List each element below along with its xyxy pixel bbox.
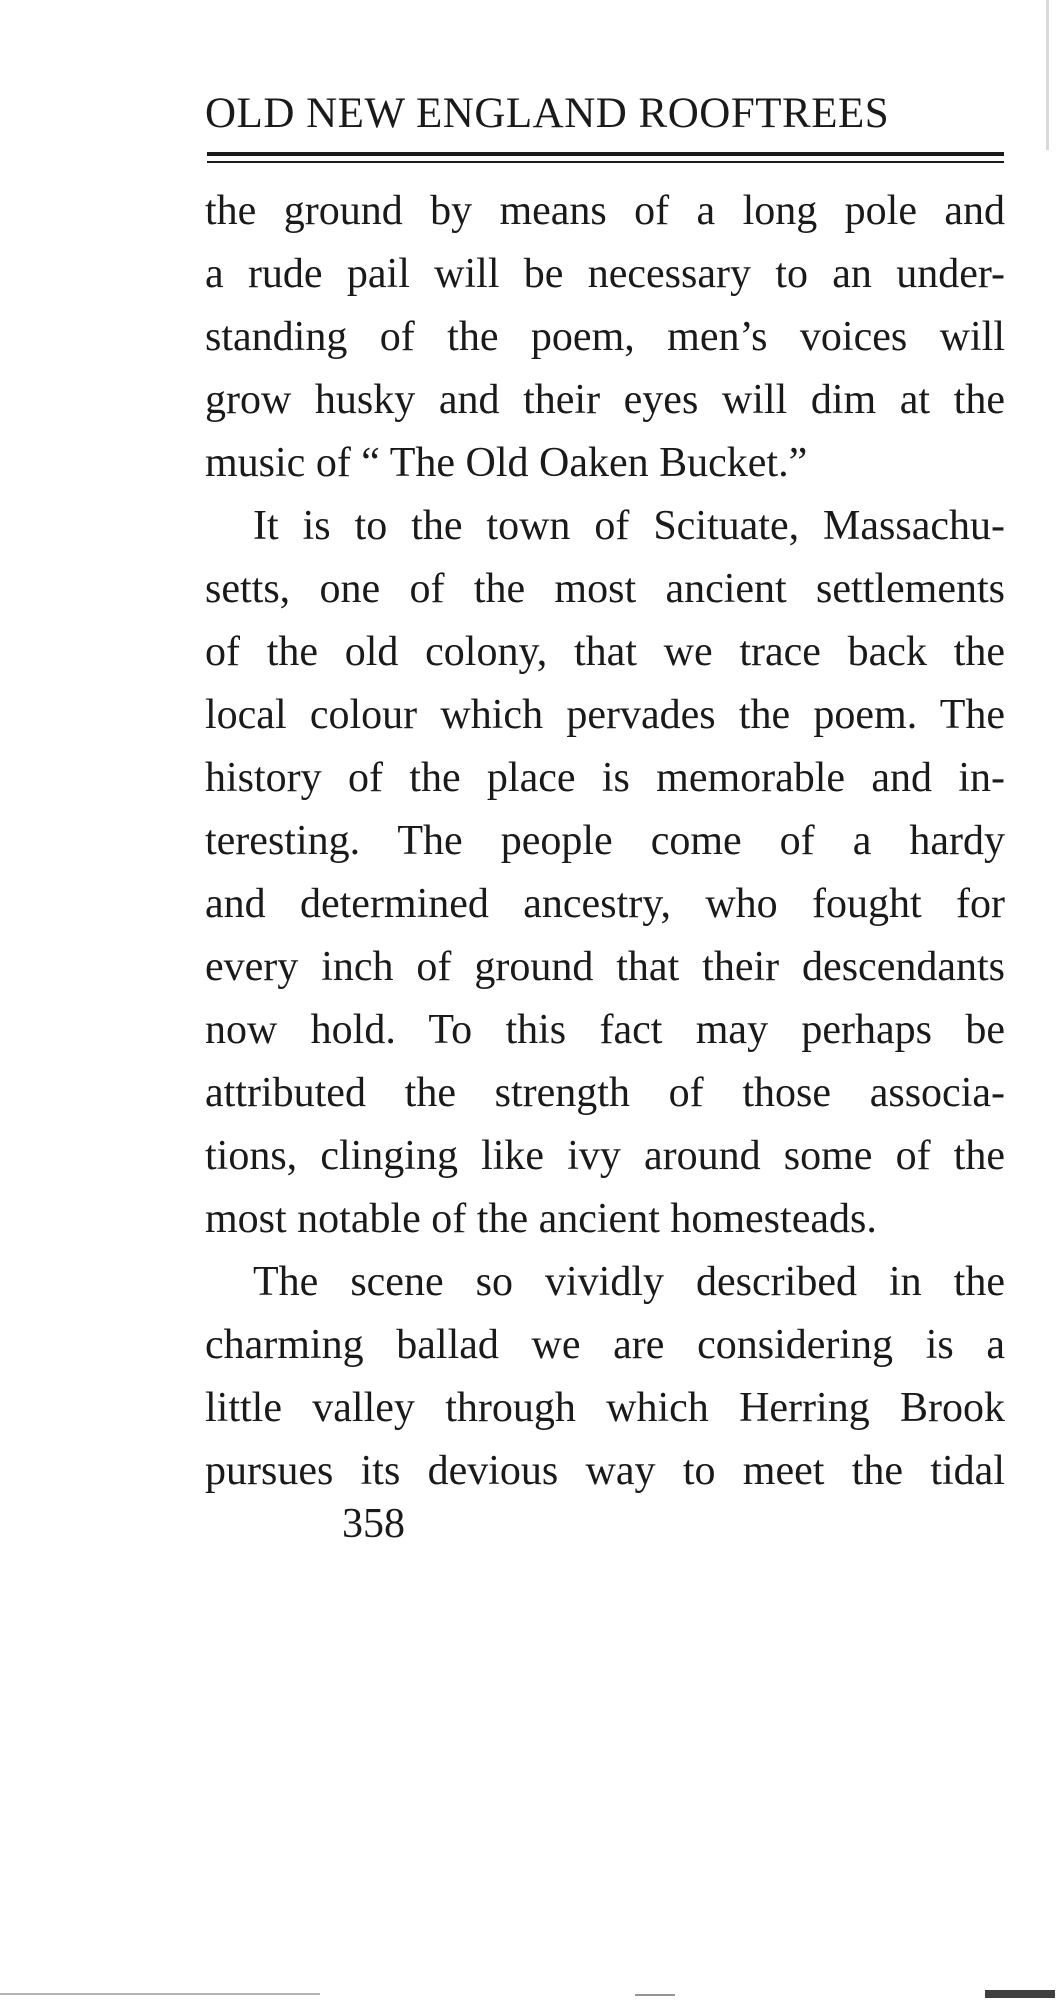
scan-artifact-bottom-right: [985, 1990, 1055, 1998]
header-rule-thin: [207, 161, 1004, 163]
scan-artifact-bottom-mid: [635, 1994, 675, 1996]
header-rule-thick: [207, 152, 1004, 156]
running-head: OLD NEW ENGLAND ROOFTREES: [205, 90, 890, 137]
text-line: now hold. To this fact may perhaps be: [205, 1007, 1005, 1053]
text-line: little valley through which Herring Brook: [205, 1385, 1005, 1431]
text-line: standing of the poem, men’s voices will: [205, 314, 1005, 360]
text-line: charming ballad we are considering is a: [205, 1322, 1005, 1368]
text-line: local colour which pervades the poem. The: [205, 692, 1005, 738]
text-line: and determined ancestry, who fought for: [205, 881, 1005, 927]
text-line: teresting. The people come of a hardy: [205, 818, 1005, 864]
text-line: pursues its devious way to meet the tidal: [205, 1448, 1005, 1494]
text-line: every inch of ground that their descendants: [205, 944, 1005, 990]
text-line: of the old colony, that we trace back the: [205, 629, 1005, 675]
text-line: It is to the town of Scituate, Massachu-: [253, 503, 1005, 549]
text-line: tions, clinging like ivy around some of the: [205, 1133, 1005, 1179]
text-line: grow husky and their eyes will dim at the: [205, 377, 1005, 423]
text-line: the ground by means of a long pole and: [205, 188, 1005, 234]
text-line: history of the place is memorable and in-: [205, 755, 1005, 801]
text-line: a rude pail will be necessary to an under-: [205, 251, 1005, 297]
scan-artifact-right-edge: [1046, 0, 1049, 150]
text-line: music of “ The Old Oaken Bucket.”: [205, 440, 808, 486]
text-line: setts, one of the most ancient settlements: [205, 566, 1005, 612]
text-line: attributed the strength of those associa-: [205, 1070, 1005, 1116]
text-line: most notable of the ancient homesteads.: [205, 1196, 877, 1242]
text-line: The scene so vividly described in the: [253, 1259, 1005, 1305]
page-number: 358: [342, 1501, 405, 1547]
body-text: [205, 180, 1005, 1503]
scan-artifact-bottom-left: [0, 1993, 320, 1995]
